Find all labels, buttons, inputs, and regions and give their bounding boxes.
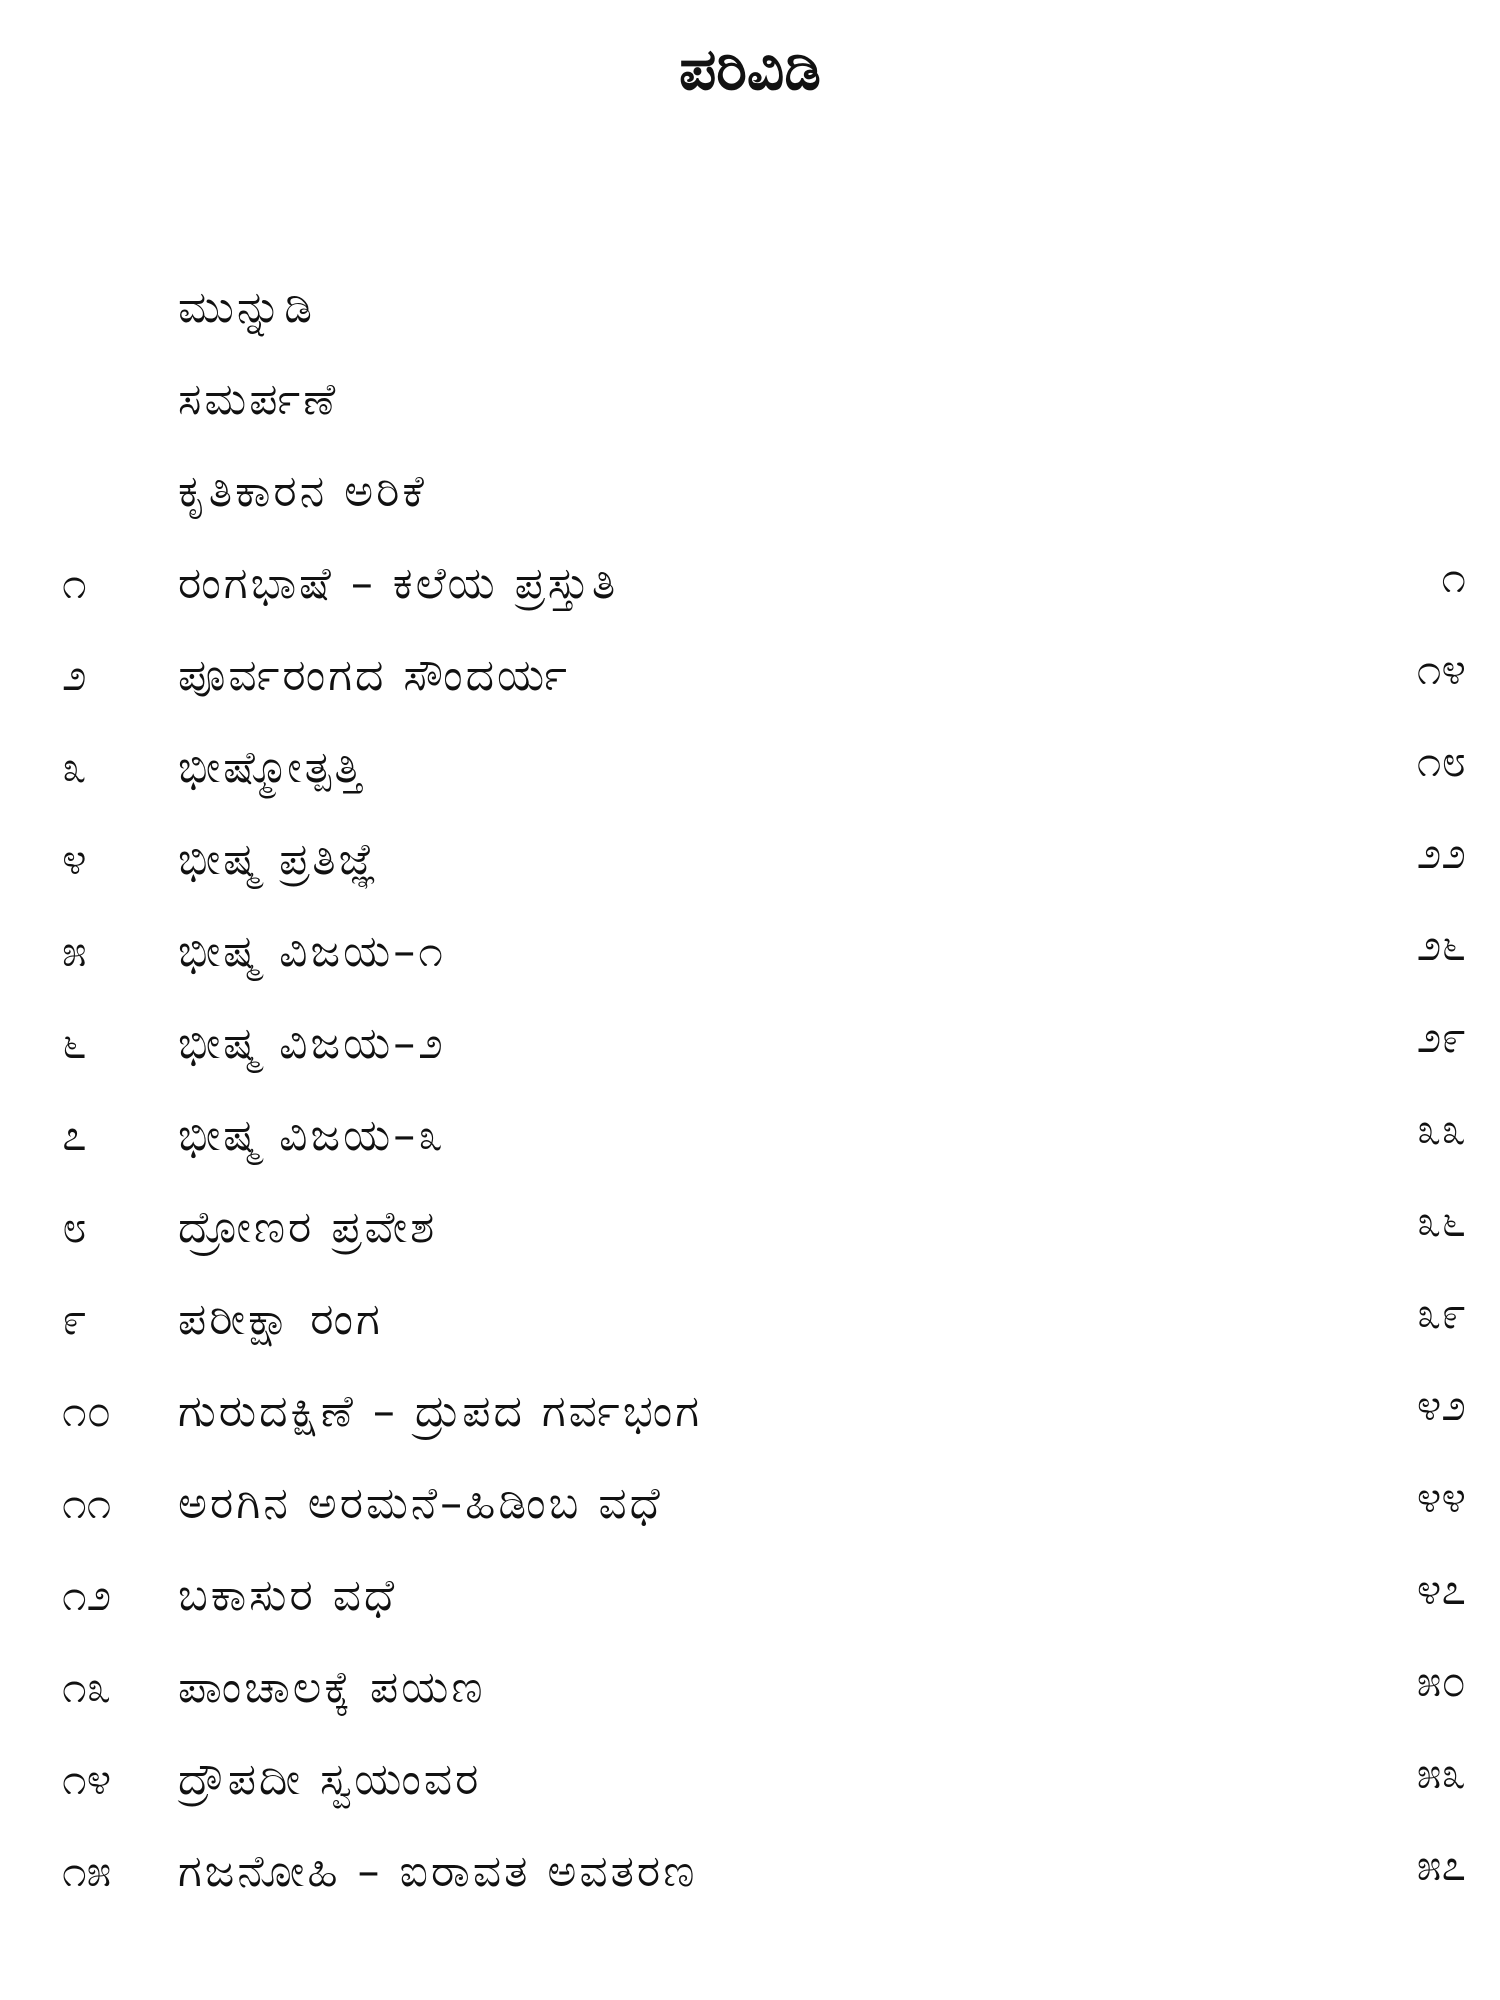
toc-row <box>0 1366 1500 1458</box>
toc-number: ೫ <box>62 926 87 977</box>
toc-number: ೧೦ <box>62 1386 112 1437</box>
toc-title: ಮುನ್ನುಡಿ <box>178 282 315 333</box>
page-title: ಪರಿವಿಡಿ <box>679 35 821 103</box>
toc-page-number: ೪೪ <box>1416 1472 1466 1523</box>
toc-page-number: ೨೨ <box>1416 828 1466 879</box>
toc-title: ರಂಗಭಾಷೆ – ಕಲೆಯ ಪ್ರಸ್ತುತಿ <box>178 558 619 609</box>
toc-number: ೬ <box>62 1018 87 1069</box>
toc-row <box>0 446 1500 538</box>
toc-number: ೩ <box>62 742 87 793</box>
toc-number: ೮ <box>62 1202 87 1253</box>
toc-number: ೧ <box>62 558 87 609</box>
toc-title: ಭೀಷ್ಮ ವಿಜಯ–೨ <box>178 1018 446 1069</box>
toc-title: ದ್ರೌಪದೀ ಸ್ವಯಂವರ <box>178 1754 482 1805</box>
toc-row <box>0 354 1500 446</box>
toc-row <box>0 1458 1500 1550</box>
toc-number: ೭ <box>62 1110 87 1161</box>
toc-row <box>0 1182 1500 1274</box>
toc-title: ಗುರುದಕ್ಷಿಣೆ – ದ್ರುಪದ ಗರ್ವಭಂಗ <box>178 1386 703 1437</box>
toc-row <box>0 1550 1500 1642</box>
toc-page-number: ೫೭ <box>1416 1840 1466 1891</box>
toc-title: ಭೀಷ್ಮೋತ್ಪತ್ತಿ <box>178 742 365 793</box>
toc-title: ಅರಗಿನ ಅರಮನೆ–ಹಿಡಿಂಬ ವಧೆ <box>178 1478 663 1529</box>
toc-title: ಬಕಾಸುರ ವಧೆ <box>178 1570 398 1621</box>
toc-title: ಪಾಂಚಾಲಕ್ಕೆ ಪಯಣ <box>178 1662 486 1713</box>
toc-title: ಭೀಷ್ಮ ಪ್ರತಿಜ್ಞೆ <box>178 834 380 885</box>
toc-page-number: ೩೯ <box>1416 1288 1466 1339</box>
toc-row <box>0 1274 1500 1366</box>
toc-row <box>0 262 1500 354</box>
toc-title: ದ್ರೋಣರ ಪ್ರವೇಶ <box>178 1202 438 1253</box>
toc-number: ೧೪ <box>62 1754 112 1805</box>
toc-row <box>0 1734 1500 1826</box>
toc-row <box>0 1826 1500 1918</box>
toc-page-number: ೨೯ <box>1416 1012 1466 1063</box>
toc-row <box>0 538 1500 630</box>
toc-title: ಸಮರ್ಪಣೆ <box>178 374 339 425</box>
toc-page-number: ೩೬ <box>1416 1196 1466 1247</box>
toc-page-number: ೧ <box>1441 552 1466 603</box>
toc-title: ಕೃತಿಕಾರನ ಅರಿಕೆ <box>178 466 427 517</box>
toc-row <box>0 1090 1500 1182</box>
toc-row <box>0 1642 1500 1734</box>
toc-page-number: ೨೬ <box>1416 920 1466 971</box>
toc-title: ಭೀಷ್ಮ ವಿಜಯ–೧ <box>178 926 446 977</box>
toc-page-number: ೧೪ <box>1416 644 1466 695</box>
toc-row <box>0 998 1500 1090</box>
toc-page-number: ೫೩ <box>1416 1748 1466 1799</box>
toc-page-number: ೪೭ <box>1416 1564 1466 1615</box>
toc-title: ಪೂರ್ವರಂಗದ ಸೌಂದರ್ಯ <box>178 650 570 701</box>
toc-title: ಪರೀಕ್ಷಾ ರಂಗ <box>178 1294 383 1345</box>
toc-row <box>0 814 1500 906</box>
toc-number: ೨ <box>62 650 87 701</box>
toc-number: ೧೧ <box>62 1478 112 1529</box>
toc-number: ೧೫ <box>62 1846 112 1897</box>
toc-title: ಭೀಷ್ಮ ವಿಜಯ–೩ <box>178 1110 446 1161</box>
toc-row <box>0 722 1500 814</box>
toc-page-number: ೩೩ <box>1416 1104 1466 1155</box>
toc-number: ೯ <box>62 1294 87 1345</box>
toc-page-number: ೧೮ <box>1416 736 1466 787</box>
toc-page-number: ೫೦ <box>1416 1656 1466 1707</box>
toc-number: ೪ <box>62 834 87 885</box>
toc-number: ೧೨ <box>62 1570 112 1621</box>
toc-row <box>0 630 1500 722</box>
toc-title: ಗಜನೋಹಿ – ಐರಾವತ ಅವತರಣ <box>178 1846 698 1897</box>
toc-number: ೧೩ <box>62 1662 112 1713</box>
toc-row <box>0 906 1500 998</box>
table-of-contents <box>0 262 1500 1918</box>
toc-page-number: ೪೨ <box>1416 1380 1466 1431</box>
